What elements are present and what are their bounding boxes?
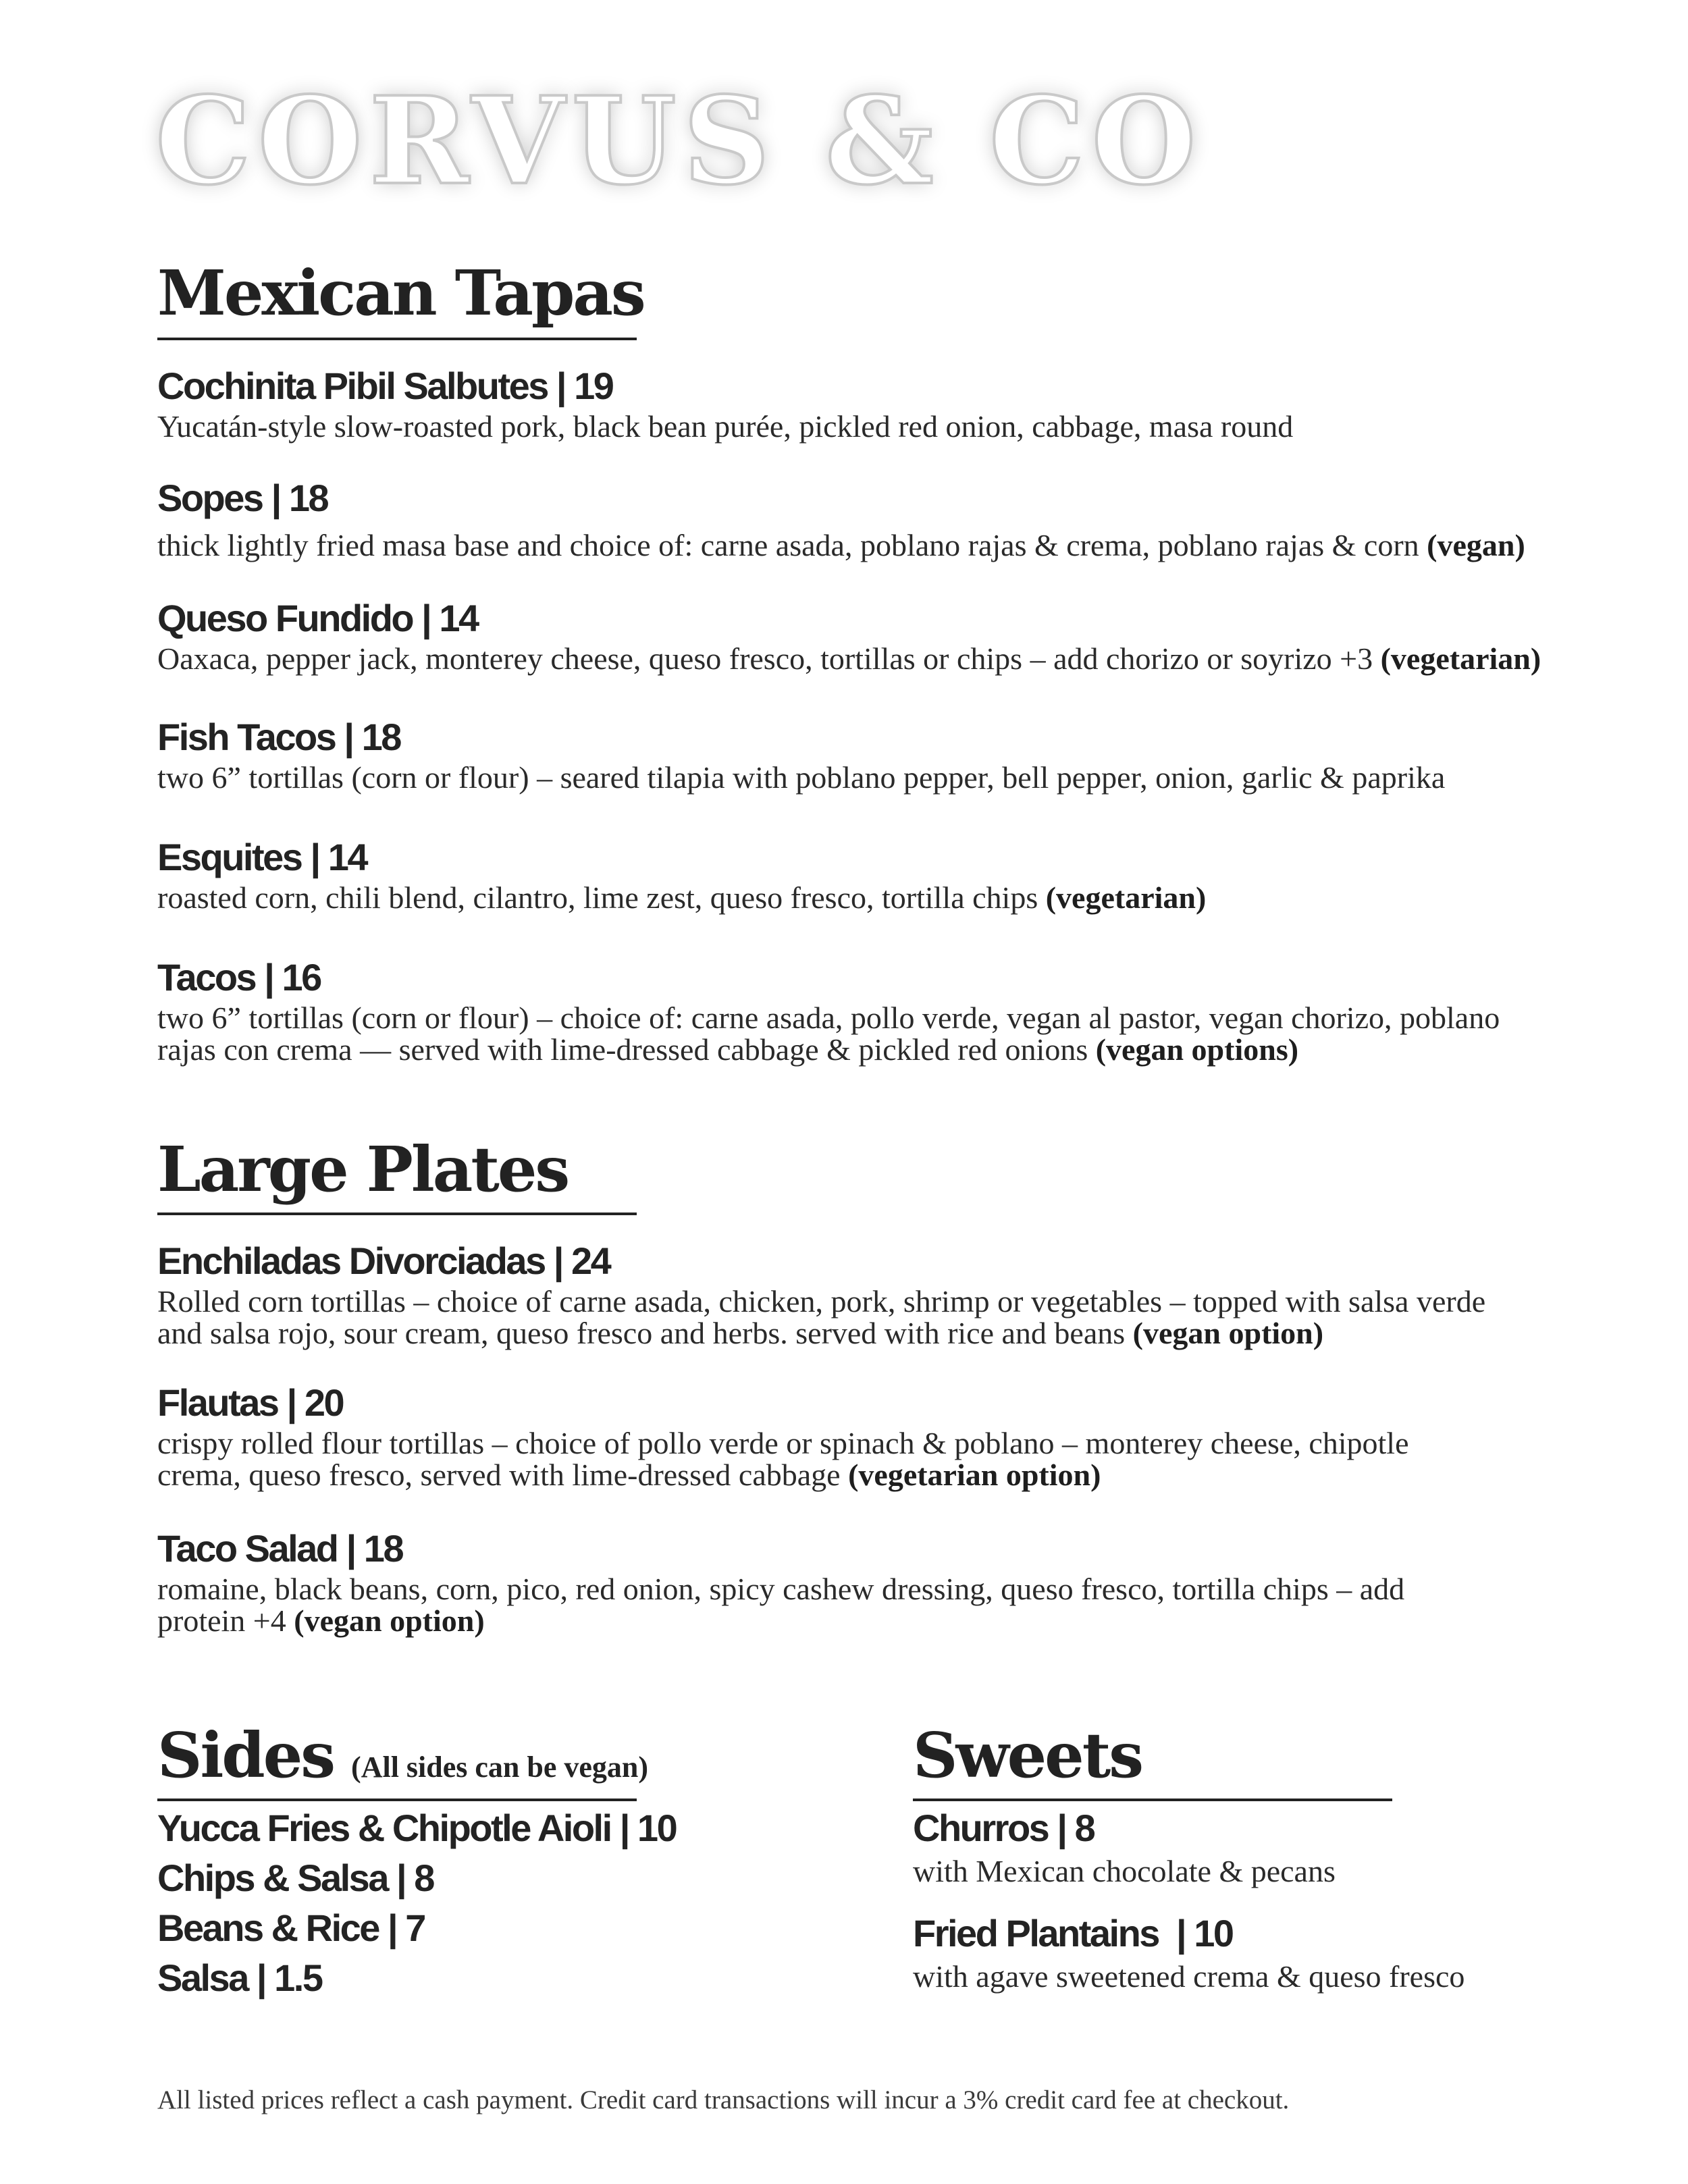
item-name: Churros | 8 xyxy=(913,1807,1094,1849)
menu-item-esquites xyxy=(157,836,1609,913)
item-description: with Mexican chocolate & pecans xyxy=(913,1854,1336,1888)
side-item: Chips & Salsa | 8 xyxy=(157,1857,433,1899)
section-title-sweets: Sweets xyxy=(913,1719,1142,1792)
item-description: two 6” tortillas (corn or flour) – seared tilapia with poblano pepper, bell pepper, onion, garlic & paprika xyxy=(157,760,1446,795)
item-description: thick lightly fried masa base and choice of: carne asada, poblano rajas & crema, poblano rajas & corn (vegan) xyxy=(157,528,1525,562)
diet-tag: (vegan options) xyxy=(1095,1032,1299,1067)
section-rule-sides xyxy=(157,1799,637,1801)
item-name: Taco Salad | 18 xyxy=(157,1527,403,1570)
side-item: Yucca Fries & Chipotle Aioli | 10 xyxy=(157,1807,677,1849)
item-description: Yucatán-style slow-roasted pork, black bean purée, pickled red onion, cabbage, masa round xyxy=(157,409,1294,444)
item-name: Fish Tacos | 18 xyxy=(157,716,400,758)
sides-note: (All sides can be vegan) xyxy=(351,1751,649,1784)
side-item: Beans & Rice | 7 xyxy=(157,1907,425,1949)
menu-item-tacos xyxy=(157,956,1521,1065)
menu-item-fish-tacos xyxy=(157,716,1609,793)
section-title-large-plates: Large Plates xyxy=(157,1133,569,1206)
item-description: roasted corn, chili blend, cilantro, lime zest, queso fresco, tortilla chips (vegetarian) xyxy=(157,880,1207,915)
menu-item-salbutes xyxy=(157,365,1609,442)
diet-tag: (vegetarian) xyxy=(1380,641,1541,676)
item-description: Rolled corn tortillas – choice of carne asada, chicken, pork, shrimp or vegetables – topped with salsa verde and salsa rojo, sour cream, queso fresco and herbs. served with rice and beans (vegan option) xyxy=(157,1284,1486,1350)
payment-note: All listed prices reflect a cash payment. Credit card transactions will incur a 3% credit card fee at checkout. xyxy=(157,2085,1290,2114)
menu-item-taco-salad xyxy=(157,1527,1481,1636)
item-name: Queso Fundido | 14 xyxy=(157,597,478,639)
menu-item-flautas xyxy=(157,1381,1440,1491)
section-rule-large-plates xyxy=(157,1213,637,1215)
item-name: Sopes | 18 xyxy=(157,477,328,519)
menu-item-sopes xyxy=(157,477,1609,561)
item-description: with agave sweetened crema & queso fresco xyxy=(913,1959,1465,1994)
diet-tag: (vegetarian option) xyxy=(848,1458,1101,1492)
item-description: Oaxaca, pepper jack, monterey cheese, queso fresco, tortillas or chips – add chorizo or soyrizo +3 (vegetarian) xyxy=(157,641,1541,676)
menu-item-queso-fundido xyxy=(157,597,1609,674)
section-title-sides: Sides (All sides can be vegan) xyxy=(157,1719,649,1792)
item-description: crispy rolled flour tortillas – choice of pollo verde or spinach & poblano – monterey cheese, chipotle crema, queso fresco, served with lime-dressed cabbage (vegetarian option) xyxy=(157,1426,1409,1492)
diet-tag: (vegan option) xyxy=(294,1603,485,1638)
section-title-tapas: Mexican Tapas xyxy=(157,257,644,329)
diet-tag: (vegan) xyxy=(1427,528,1525,562)
item-name: Tacos | 16 xyxy=(157,956,321,998)
item-name: Flautas | 20 xyxy=(157,1381,344,1424)
side-item: Salsa | 1.5 xyxy=(157,1956,322,1999)
menu-item-churros xyxy=(913,1807,1656,1887)
diet-tag: (vegetarian) xyxy=(1045,880,1207,915)
item-name: Enchiladas Divorciadas | 24 xyxy=(157,1240,610,1282)
brand-logo: CORVUS & CO xyxy=(155,70,1203,211)
section-rule-tapas xyxy=(157,338,637,340)
diet-tag: (vegan option) xyxy=(1132,1316,1324,1350)
item-name: Esquites | 14 xyxy=(157,836,367,878)
item-name: Cochinita Pibil Salbutes | 19 xyxy=(157,365,613,407)
item-description: two 6” tortillas (corn or flour) – choice of: carne asada, pollo verde, vegan al pastor, vegan chorizo, poblano rajas con crema — served with lime-dressed cabbage & pickled red onions (vegan options) xyxy=(157,1001,1500,1067)
menu-item-fried-plantains xyxy=(913,1912,1656,1992)
menu-item-enchiladas xyxy=(157,1240,1521,1349)
item-description: romaine, black beans, corn, pico, red onion, spicy cashew dressing, queso fresco, tortilla chips – add protein +4 (vegan option) xyxy=(157,1572,1405,1638)
item-name: Fried Plantains | 10 xyxy=(913,1912,1233,1954)
section-rule-sweets xyxy=(913,1799,1392,1801)
